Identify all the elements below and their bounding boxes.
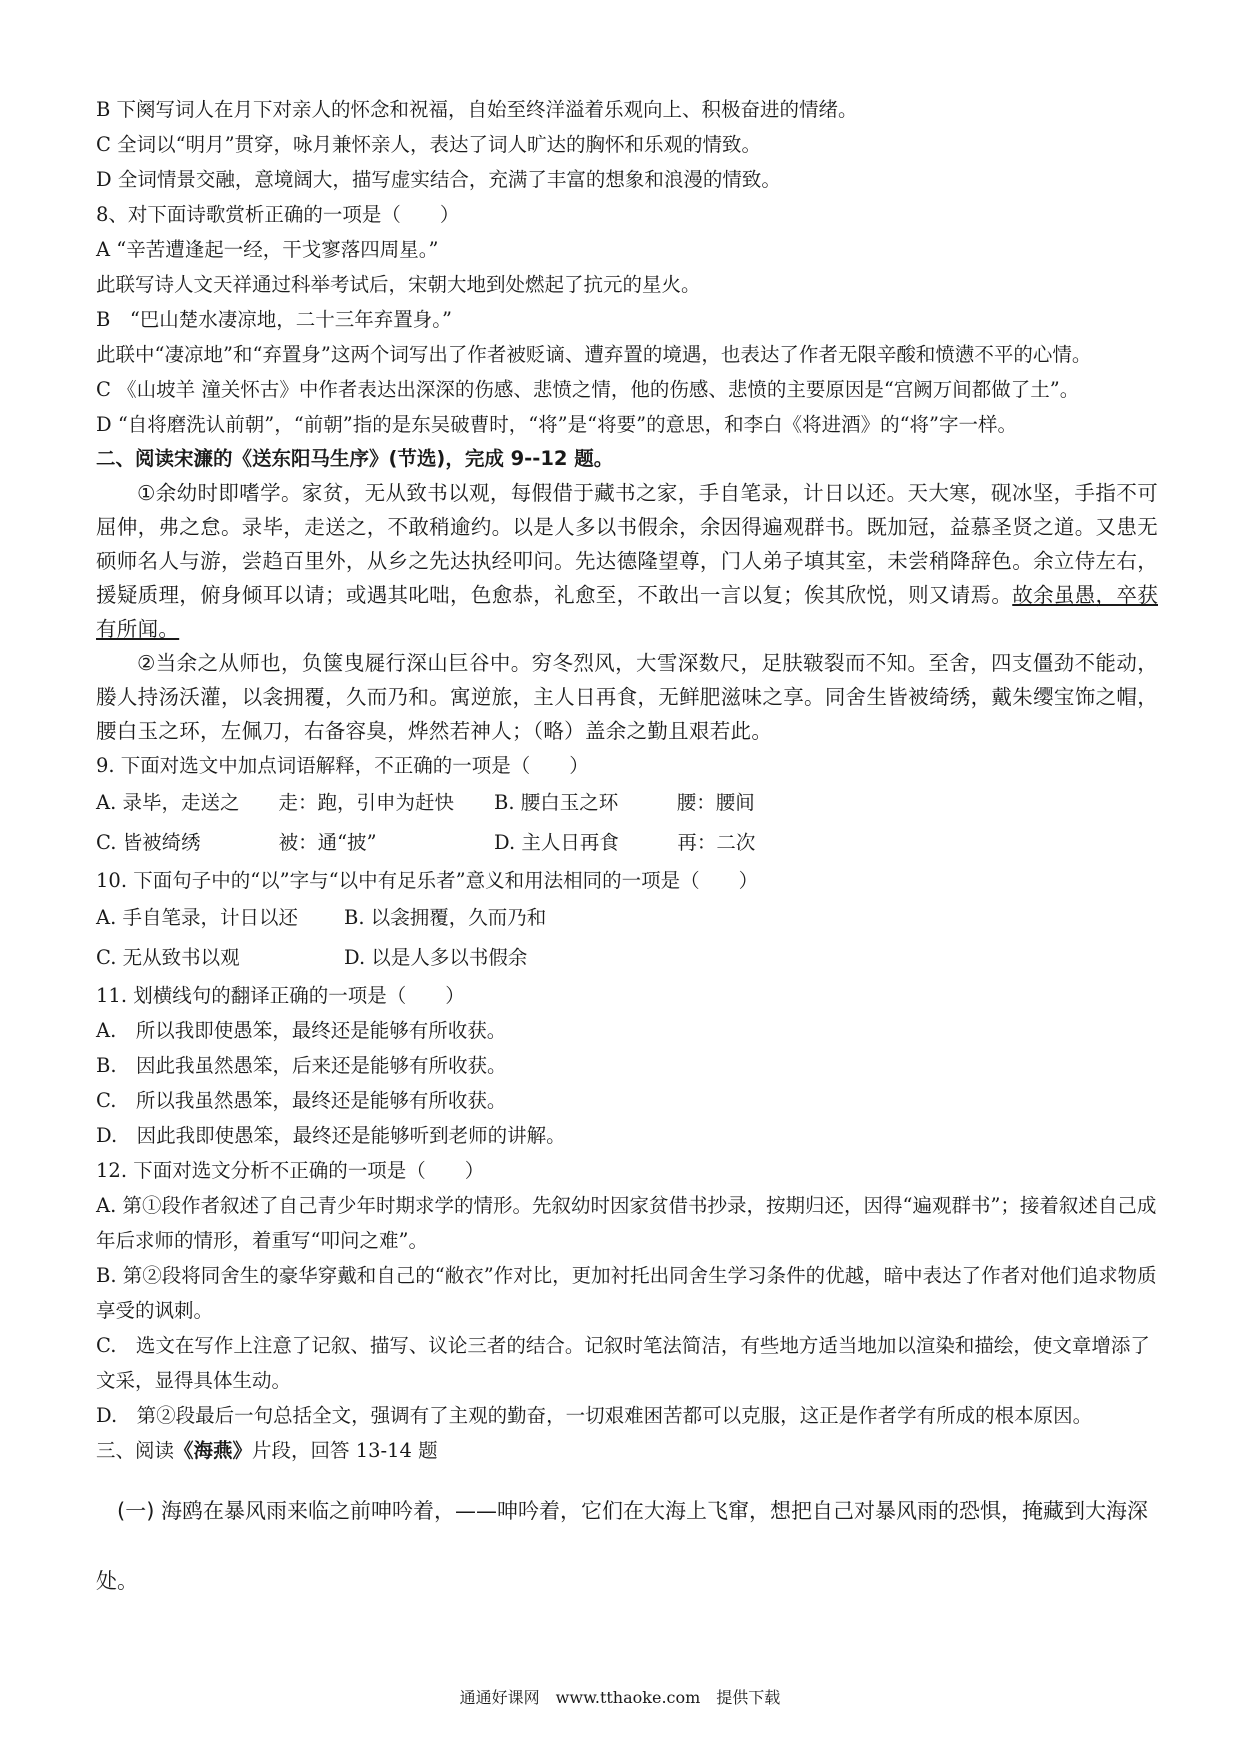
q12-option-a: A. 第①段作者叙述了自己青少年时期求学的情形。先叙幼时因家贫借书抄录，按期归还，因得“遍观群书”；接着叙述自己成年后求师的情形，着重写“叩问之难”。 [96, 1194, 1157, 1252]
passage-haiyan: (一) 海鸥在暴风雨来临之前呻吟着，——呻吟着，它们在大海上飞窜，想把自己对暴风雨的恐惧，掩藏到大海深处。 [96, 1499, 1149, 1593]
q10-option-b: B. 以衾拥覆，久而乃和 [344, 906, 547, 929]
q10-options-row-1 [96, 898, 1158, 938]
q10-option-d: D. 以是人多以书假余 [344, 946, 528, 969]
q9-option-c: C. 皆被绮绣 被：通“披” [96, 831, 377, 854]
q7-option-c: C 全词以“明月”贯穿，咏月兼怀亲人，表达了词人旷达的胸怀和乐观的情致。 [96, 133, 762, 156]
document-page [96, 92, 1158, 1616]
question-10: 10. 下面句子中的“以”字与“以中有足乐者”意义和用法相同的一项是（ ） [96, 869, 759, 892]
q8-option-b-note: 此联中“凄凉地”和“弃置身”这两个词写出了作者被贬谪、遭弃置的境遇，也表达了作者无限辛酸和愤懑不平的心情。 [96, 343, 1092, 366]
q11-option-c: C. 所以我虽然愚笨，最终还是能够有所收获。 [96, 1089, 507, 1112]
q10-option-a: A. 手自笔录，计日以还 [96, 906, 298, 929]
section-3-title-book: 《海燕》 [174, 1439, 253, 1462]
question-11: 11. 划横线句的翻译正确的一项是（ ） [96, 984, 465, 1007]
q10-option-c: C. 无从致书以观 [96, 946, 240, 969]
question-9: 9. 下面对选文中加点词语解释，不正确的一项是（ ） [96, 754, 589, 777]
section-3-title-prefix: 三、阅读 [96, 1439, 175, 1462]
passage-paragraph-1 [96, 476, 1158, 646]
section-3-title [96, 1433, 1158, 1468]
q8-option-b: B “巴山楚水凄凉地，二十三年弃置身。” [96, 308, 453, 331]
section-2-title: 二、阅读宋濂的《送东阳马生序》(节选)，完成 9--12 题。 [96, 447, 614, 470]
q9-option-a: A. 录毕，走送之 走：跑，引申为赶快 [96, 791, 454, 814]
page-footer: 通通好课网 www.tthaoke.com 提供下载 [459, 1688, 781, 1707]
q9-option-d: D. 主人日再食 再：二次 [494, 831, 756, 854]
q8-option-d: D “自将磨洗认前朝”，“前朝”指的是东吴破曹时，“将”是“将要”的意思，和李白《将进酒》的“将”字一样。 [96, 413, 1018, 436]
q8-option-a: A “辛苦遭逢起一经，干戈寥落四周星。” [96, 238, 439, 261]
q8-option-c: C 《山坡羊 潼关怀古》中作者表达出深深的伤感、悲愤之情，他的伤感、悲愤的主要原因是“宫阙万间都做了土”。 [96, 378, 1080, 401]
q11-option-d: D. 因此我即使愚笨，最终还是能够听到老师的讲解。 [96, 1124, 566, 1147]
q12-option-b: B. 第②段将同舍生的豪华穿戴和自己的“敝衣”作对比，更加衬托出同舍生学习条件的优越，暗中表达了作者对他们追求物质享受的讽刺。 [96, 1264, 1157, 1322]
q11-option-a: A. 所以我即使愚笨，最终还是能够有所收获。 [96, 1019, 507, 1042]
q12-option-d: D. 第②段最后一句总括全文，强调有了主观的勤奋，一切艰难困苦都可以克服，这正是作者学有所成的根本原因。 [96, 1404, 1093, 1427]
q7-option-b: B 下阕写词人在月下对亲人的怀念和祝福，自始至终洋溢着乐观向上、积极奋进的情绪。 [96, 98, 858, 121]
q10-options-row-2 [96, 938, 1158, 978]
question-12: 12. 下面对选文分析不正确的一项是（ ） [96, 1159, 485, 1182]
q9-option-b: B. 腰白玉之环 腰：腰间 [494, 791, 755, 814]
q9-options-row-1 [96, 783, 1158, 823]
q7-option-d: D 全词情景交融，意境阔大，描写虚实结合，充满了丰富的想象和浪漫的情致。 [96, 168, 781, 191]
section-3-title-suffix: 片段，回答 13-14 题 [252, 1439, 438, 1462]
passage-paragraph-1-text: ①余幼时即嗜学。家贫，无从致书以观，每假借于藏书之家，手自笔录，计日以还。天大寒，砚冰坚，手指不可屈伸，弗之怠。录毕，走送之，不敢稍逾约。以是人多以书假余，余因得遍观群书。既加冠，益慕圣贤之道。又患无硕师名人与游，尝趋百里外，从乡之先达执经叩问。先达德隆望尊，门人弟子填其室，未尝稍降辞色。余立侍左右，援疑质理，俯身倾耳以请；或遇其叱咄，色愈恭，礼愈至，不敢出一言以复；俟其欣悦，则又请焉。 [96, 481, 1158, 607]
question-8: 8、对下面诗歌赏析正确的一项是（ ） [96, 203, 460, 226]
passage-paragraph-2: ②当余之从师也，负箧曳屣行深山巨谷中。穷冬烈风，大雪深数尺，足肤皲裂而不知。至舍，四支僵劲不能动，媵人持汤沃灌，以衾拥覆，久而乃和。寓逆旅，主人日再食，无鲜肥滋味之享。同舍生皆被绮绣，戴朱缨宝饰之帽，腰白玉之环，左佩刀，右备容臭，烨然若神人；（略）盖余之勤且艰若此。 [96, 651, 1158, 743]
q9-options-row-2 [96, 823, 1158, 863]
q8-option-a-note: 此联写诗人文天祥通过科举考试后，宋朝大地到处燃起了抗元的星火。 [96, 273, 701, 296]
q11-option-b: B. 因此我虽然愚笨，后来还是能够有所收获。 [96, 1054, 507, 1077]
underlined-sentence: 故余虽愚，卒获有所闻。 [96, 583, 1158, 641]
q12-option-c: C. 选文在写作上注意了记叙、描写、议论三者的结合。记叙时笔法简洁，有些地方适当地加以渲染和描绘，使文章增添了文采，显得具体生动。 [96, 1334, 1150, 1392]
